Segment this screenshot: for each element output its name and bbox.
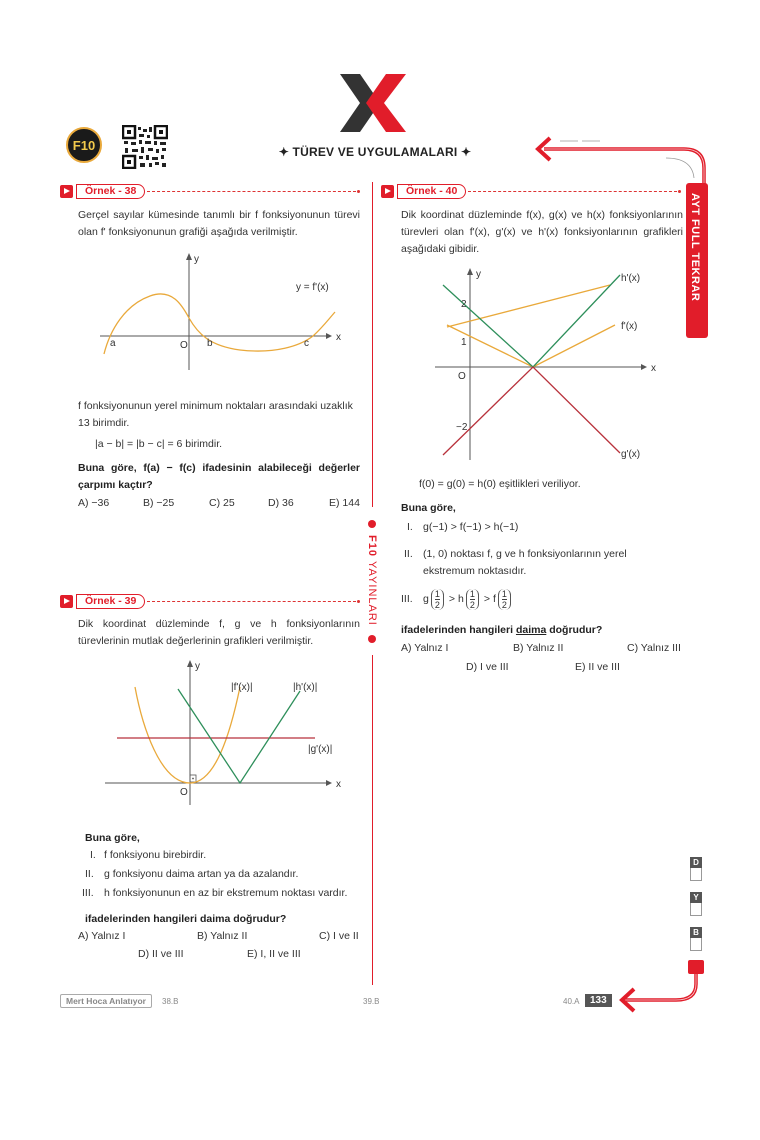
statement-number: III. xyxy=(82,887,94,899)
f-prime-label: f'(x) xyxy=(621,321,638,332)
mark-label-d: D xyxy=(690,857,702,868)
decorative-arrow-bottom xyxy=(590,958,720,1018)
abs-g-label: |g'(x)| xyxy=(308,744,333,755)
fn-f: f xyxy=(493,593,496,605)
f10-logo-text: F10 xyxy=(72,137,96,153)
x-label: x xyxy=(651,363,656,374)
example-40-header xyxy=(381,183,681,199)
example-38-question: Buna göre, f(a) − f(c) ifadesinin alabileceği değerler çarpımı kaçtır? xyxy=(78,462,360,491)
f-prime-line xyxy=(447,285,610,327)
y-axis-arrow xyxy=(186,253,192,260)
mark-box-d[interactable] xyxy=(690,857,702,881)
statement-number: III. xyxy=(401,593,413,605)
example-39-statement-2 xyxy=(85,866,298,883)
example-39-option-e[interactable]: E) I, II ve III xyxy=(247,948,301,960)
play-icon xyxy=(60,595,73,608)
origin-label: O xyxy=(180,340,188,351)
tick-2: 2 xyxy=(461,299,467,310)
tick-minus-2: −2 xyxy=(456,422,468,433)
example-39-intro: Dik koordinat düzleminde f, g ve h fonksiyonlarının türevlerinin mutlak değerlerinin grafikleri verilmiştir. xyxy=(78,618,360,647)
spine-line-top xyxy=(372,182,373,507)
example-40-option-e[interactable]: E) II ve III xyxy=(575,661,620,673)
f-prime-curve xyxy=(104,294,335,354)
example-38-label: Örnek - 38 xyxy=(76,184,145,199)
example-39-option-b[interactable]: B) Yalnız II xyxy=(197,930,248,942)
spine-brand-name: F10 xyxy=(366,535,378,557)
frac-num: 1 xyxy=(469,589,475,599)
example-39-option-d[interactable]: D) II ve III xyxy=(138,948,184,960)
footer-brand-badge: Mert Hoca Anlatıyor xyxy=(60,994,152,1008)
mark-box-y[interactable] xyxy=(690,892,702,916)
brand-x-logo xyxy=(338,72,410,134)
y-axis-arrow xyxy=(467,268,473,275)
origin-label: O xyxy=(458,371,466,382)
example-39-option-c[interactable]: C) I ve II xyxy=(319,930,359,942)
statement-text: g(−1) > f(−1) > h(−1) xyxy=(423,521,519,533)
abs-f-prime-curve xyxy=(135,687,240,783)
g-prime-label: g'(x) xyxy=(621,449,641,460)
statement-text: (1, 0) noktası f, g ve h fonksiyonlarının yerel ekstremum noktasıdır. xyxy=(423,548,627,577)
footer-answer-40: 40.A xyxy=(563,997,580,1006)
dashed-divider xyxy=(468,191,677,192)
example-38-option-e[interactable]: E) 144 xyxy=(329,497,360,509)
y-label: y xyxy=(195,661,200,672)
point-a: a xyxy=(110,338,116,349)
abs-h-prime-curve xyxy=(178,689,300,783)
question-emphasis: daima xyxy=(515,624,547,636)
statement-number: II. xyxy=(85,868,94,880)
origin-label: O xyxy=(180,787,188,798)
f10-logo xyxy=(66,127,102,163)
abs-h-label: |h'(x)| xyxy=(293,682,318,693)
example-39-statement-1 xyxy=(90,847,206,864)
x-axis-arrow xyxy=(641,364,647,370)
statement-number: II. xyxy=(404,548,413,560)
example-40-statement-1 xyxy=(407,519,518,536)
page-number: 133 xyxy=(585,994,612,1007)
example-40-label: Örnek - 40 xyxy=(397,184,466,199)
f-prime-graph xyxy=(447,325,615,367)
spine-dot-top xyxy=(368,520,376,528)
y-label: y xyxy=(194,254,199,265)
example-39-question: ifadelerinden hangileri daima doğrudur? xyxy=(85,913,287,925)
question-post: doğrudur? xyxy=(546,624,603,636)
example-40-statement-2 xyxy=(404,546,679,580)
example-39-header xyxy=(60,593,360,609)
frac-num: 1 xyxy=(501,589,507,599)
frac-num: 1 xyxy=(434,589,440,599)
question-pre: ifadelerinden hangileri xyxy=(401,624,516,636)
mark-label-y: Y xyxy=(690,892,702,903)
spine-brand-text: YAYINLARI xyxy=(366,561,378,626)
example-38-option-a[interactable]: A) −36 xyxy=(78,497,110,509)
decorative-arrow-top xyxy=(534,128,714,188)
example-40-given: f(0) = g(0) = h(0) eşitlikleri veriliyor. xyxy=(419,478,581,490)
example-40-option-d[interactable]: D) I ve III xyxy=(466,661,509,673)
footer-answer-39: 39.B xyxy=(363,997,380,1006)
statement-number: I. xyxy=(407,521,413,533)
example-39-statement-3 xyxy=(82,885,347,902)
curve-label: y = f'(x) xyxy=(296,282,329,293)
dashed-divider xyxy=(147,191,356,192)
example-39-lead: Buna göre, xyxy=(85,832,140,844)
y-axis-arrow xyxy=(187,660,193,667)
spine-line-bottom xyxy=(372,655,373,985)
example-40-lead: Buna göre, xyxy=(401,502,456,514)
example-40-question xyxy=(401,622,602,639)
point-c: c xyxy=(304,338,309,349)
fraction-half xyxy=(466,589,479,610)
fn-g: g xyxy=(423,593,429,605)
fn-h: h xyxy=(458,593,464,605)
fraction-half xyxy=(498,589,511,610)
divider-dot xyxy=(357,600,360,603)
dashed-divider xyxy=(147,601,356,602)
example-40-statement-3 xyxy=(401,589,513,610)
statement-text: h fonksiyonunun en az bir ekstremum noktası vardır. xyxy=(104,887,348,899)
divider-dot xyxy=(357,190,360,193)
fraction-half xyxy=(431,589,444,610)
x-label: x xyxy=(336,779,341,790)
example-38-option-d[interactable]: D) 36 xyxy=(268,497,294,509)
example-39-option-a[interactable]: A) Yalnız I xyxy=(78,930,126,942)
qr-code[interactable] xyxy=(122,125,168,169)
example-38-line1: f fonksiyonunun yerel minimum noktaları arasındaki uzaklık 13 birimdir. xyxy=(78,400,353,429)
gt-sign: > xyxy=(483,593,490,605)
example-38-graph xyxy=(100,250,350,370)
spine-brand xyxy=(366,535,378,626)
example-39-graph xyxy=(100,655,350,805)
frac-den: 2 xyxy=(434,600,440,610)
chapter-title: ✦ TÜREV VE UYGULAMALARI ✦ xyxy=(278,145,472,159)
x-axis-arrow xyxy=(326,780,332,786)
point-b: b xyxy=(207,338,213,349)
spine-dot-bottom xyxy=(368,635,376,643)
example-38-option-c[interactable]: C) 25 xyxy=(209,497,235,509)
example-39-label: Örnek - 39 xyxy=(76,594,145,609)
example-38-line2: |a − b| = |b − c| = 6 birimdir. xyxy=(95,438,223,450)
x-label: x xyxy=(336,332,341,343)
mark-box-b[interactable] xyxy=(690,927,702,951)
statement-text: g fonksiyonu daima artan ya da azalandır. xyxy=(104,868,299,880)
example-38-header xyxy=(60,183,360,199)
example-40-graph xyxy=(425,265,675,465)
example-40-intro: Dik koordinat düzleminde f(x), g(x) ve h(x) fonksiyonlarının türevleri olan f'(x), g'(x) ve h'(x) fonksiyonlarının grafikleri aşağıdaki gibidir. xyxy=(401,209,683,255)
tick-1: 1 xyxy=(461,337,467,348)
abs-f-label: |f'(x)| xyxy=(231,682,253,693)
frac-den: 2 xyxy=(469,600,475,610)
gt-sign: > xyxy=(448,593,455,605)
frac-den: 2 xyxy=(501,600,507,610)
statement-number: I. xyxy=(90,849,96,861)
example-38-option-b[interactable]: B) −25 xyxy=(143,497,175,509)
footer-answer-38: 38.B xyxy=(162,997,179,1006)
h-prime-label: h'(x) xyxy=(621,273,641,284)
y-label: y xyxy=(476,269,481,280)
play-icon xyxy=(381,185,394,198)
example-40-option-a[interactable]: A) Yalnız I xyxy=(401,642,449,654)
example-40-option-c[interactable]: C) Yalnız III xyxy=(627,642,681,654)
x-axis-arrow xyxy=(326,333,332,339)
side-tab-label: AYT FULL TEKRAR xyxy=(689,193,701,302)
example-38-intro: Gerçel sayılar kümesinde tanımlı bir f fonksiyonunun türevi olan f' fonksiyonunun grafiği aşağıda verilmiştir. xyxy=(78,209,360,238)
example-40-option-b[interactable]: B) Yalnız II xyxy=(513,642,564,654)
side-tab-ayt-full-tekrar xyxy=(686,183,708,338)
statement-text: f fonksiyonu birebirdir. xyxy=(104,849,207,861)
mark-label-b: B xyxy=(690,927,702,938)
divider-dot xyxy=(678,190,681,193)
play-icon xyxy=(60,185,73,198)
